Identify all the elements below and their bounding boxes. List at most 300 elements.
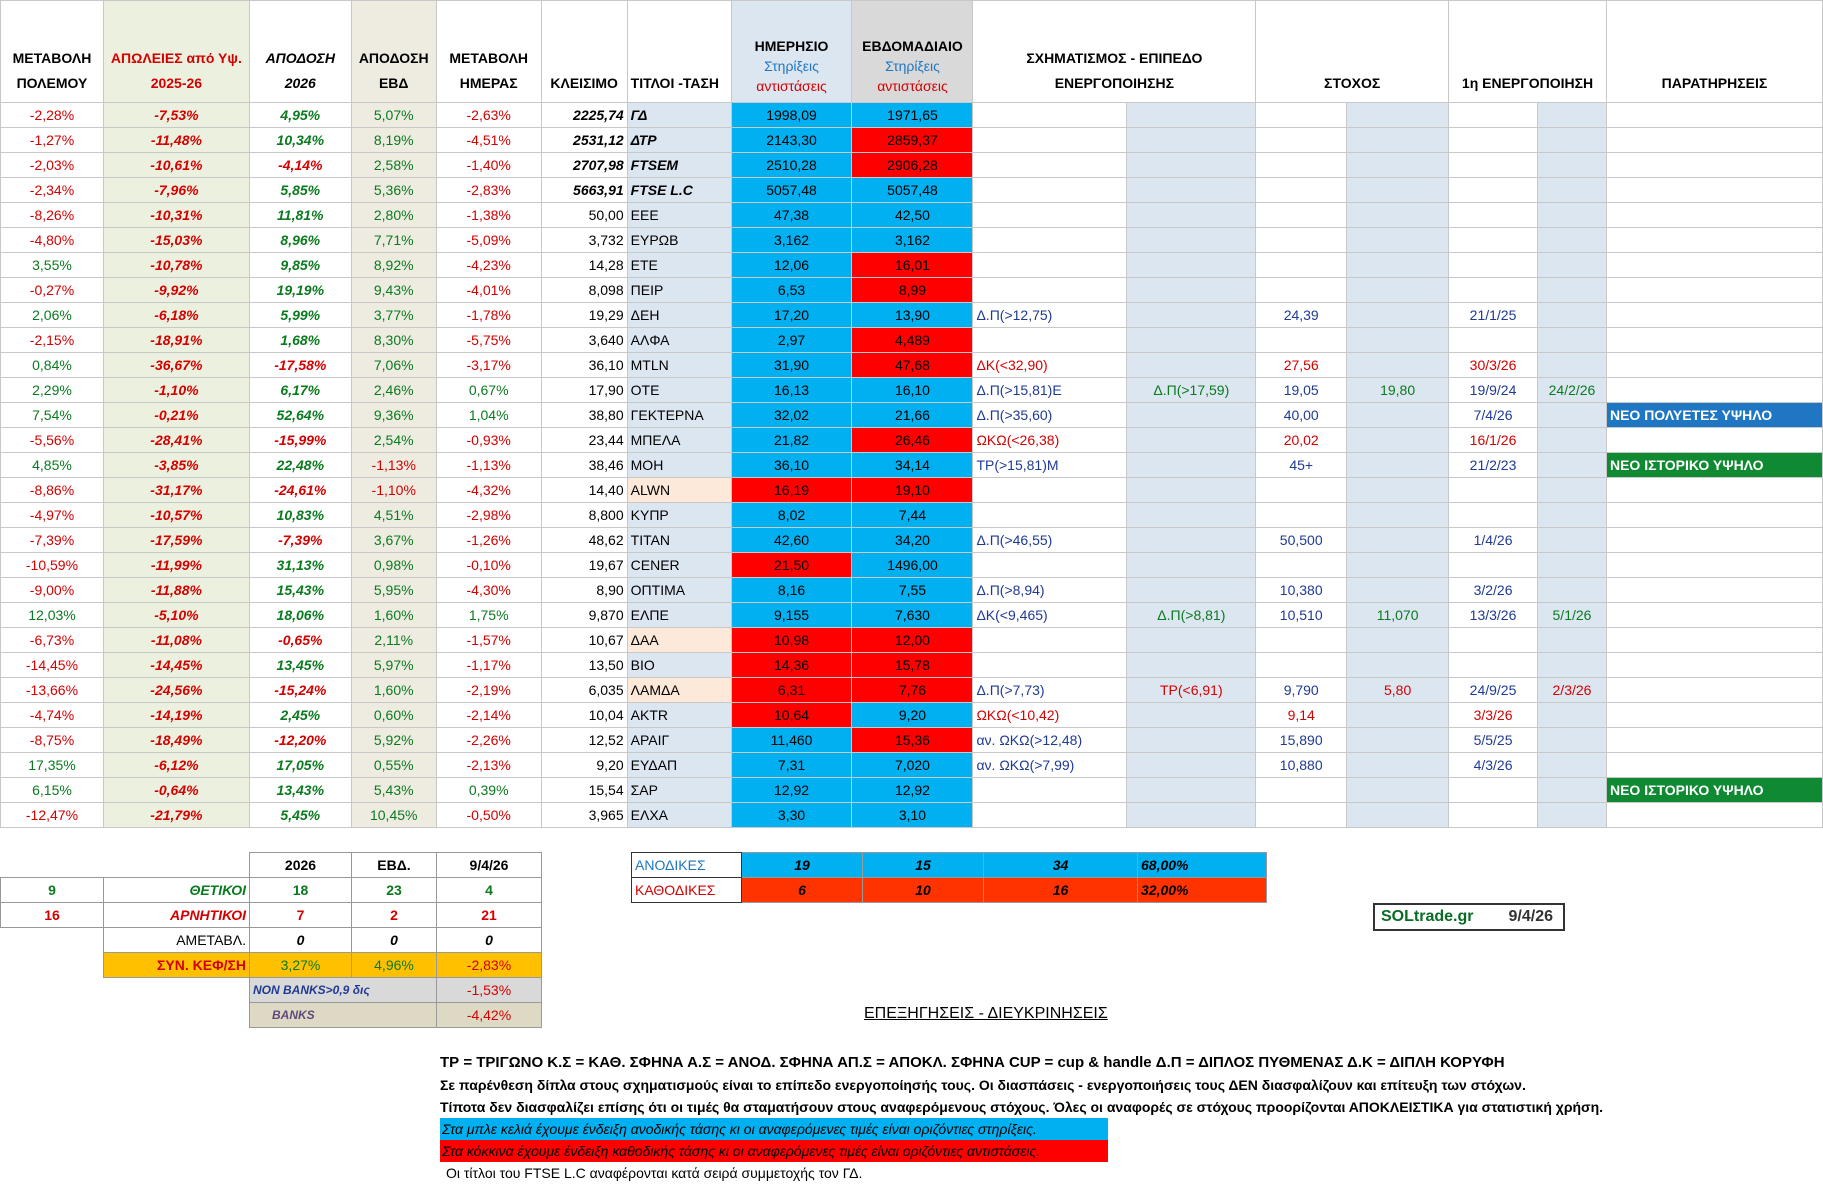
cell-loss: -11,88% [103, 578, 249, 603]
cell-t1: 19,05 [1256, 378, 1347, 403]
cell-close: 48,62 [541, 528, 627, 553]
cell-a1: 24/9/25 [1449, 678, 1538, 703]
trend-up-weekly: 15 [863, 853, 984, 878]
expl-line-blue: Στα μπλε κελιά έχουμε ένδειξη ανοδικής τάσης κι οι αναφερόμενες τιμές είναι οριζόντιες στηρίξεις. [440, 1118, 1108, 1140]
cell-war: 7,54% [1, 403, 104, 428]
cell-a1 [1449, 503, 1538, 528]
cell-wk: 0,55% [351, 753, 436, 778]
table-row [1, 328, 1823, 353]
cell-t2 [1347, 428, 1449, 453]
cell-p1: Δ.Π(>12,75) [973, 303, 1127, 328]
cell-a1: 5/5/25 [1449, 728, 1538, 753]
cell-name: FTSE L.C [627, 178, 731, 203]
cell-w: 7,630 [852, 603, 973, 628]
cell-t2: 11,070 [1347, 603, 1449, 628]
cell-t2 [1347, 403, 1449, 428]
cell-t1 [1256, 153, 1347, 178]
table-row [1, 503, 1823, 528]
cell-name: ΕΛΧΑ [627, 803, 731, 828]
cell-d: 6,31 [731, 678, 852, 703]
cell-y2026: 18,06% [249, 603, 351, 628]
cell-loss: -24,56% [103, 678, 249, 703]
cell-t1 [1256, 253, 1347, 278]
cell-a1 [1449, 553, 1538, 578]
cell-close: 3,640 [541, 328, 627, 353]
cell-name: ΕΛΠΕ [627, 603, 731, 628]
cell-note [1606, 153, 1822, 178]
expl-line-6: Οι τίτλοι του FTSE L.C αναφέρονται κατά σειρά συμμετοχής τον ΓΔ. [446, 1165, 863, 1181]
cell-close: 8,800 [541, 503, 627, 528]
cell-war: -2,34% [1, 178, 104, 203]
positive-day: 4 [437, 878, 542, 903]
cell-p1 [973, 203, 1127, 228]
cell-a1: 1/4/26 [1449, 528, 1538, 553]
cell-war: -1,27% [1, 128, 104, 153]
cell-loss: -10,57% [103, 503, 249, 528]
cell-close: 9,870 [541, 603, 627, 628]
cell-t2 [1347, 753, 1449, 778]
cell-note [1606, 378, 1822, 403]
cell-p1: Δ.Π(>15,81)Ε [973, 378, 1127, 403]
table-row [1, 678, 1823, 703]
cell-p2: Δ.Π(>17,59) [1127, 378, 1256, 403]
table-row [1, 803, 1823, 828]
cell-name: ΜΟΗ [627, 453, 731, 478]
cell-wk: 0,98% [351, 553, 436, 578]
cell-t1: 24,39 [1256, 303, 1347, 328]
cell-war: -4,80% [1, 228, 104, 253]
cell-y2026: 13,45% [249, 653, 351, 678]
cell-d: 14,36 [731, 653, 852, 678]
cell-note [1606, 328, 1822, 353]
cell-loss: -0,64% [103, 778, 249, 803]
cell-d: 5057,48 [731, 178, 852, 203]
table-row [1, 303, 1823, 328]
cell-wk: 3,77% [351, 303, 436, 328]
negative-2026: 7 [250, 903, 352, 928]
cell-t2 [1347, 578, 1449, 603]
cell-t2 [1347, 178, 1449, 203]
cell-a1: 7/4/26 [1449, 403, 1538, 428]
nonbanks-value: -1,53% [437, 978, 542, 1003]
cell-a2 [1538, 328, 1607, 353]
cell-y2026: 15,43% [249, 578, 351, 603]
negative-day: 21 [437, 903, 542, 928]
cell-p2 [1127, 778, 1256, 803]
cell-day: -0,10% [436, 553, 541, 578]
cell-note [1606, 728, 1822, 753]
cell-note: ΝΕΟ ΙΣΤΟΡΙΚΟ ΥΨΗΛΟ [1606, 453, 1822, 478]
cell-day: 1,04% [436, 403, 541, 428]
cell-p1 [973, 653, 1127, 678]
cell-war: -13,66% [1, 678, 104, 703]
cell-t1: 45+ [1256, 453, 1347, 478]
cell-p2 [1127, 553, 1256, 578]
cell-close: 15,54 [541, 778, 627, 803]
cell-d: 6,53 [731, 278, 852, 303]
cell-wk: 5,95% [351, 578, 436, 603]
header-return-2026: ΑΠΟΔΟΣΗ 2026 [249, 1, 351, 103]
cell-w: 7,020 [852, 753, 973, 778]
cell-y2026: 10,34% [249, 128, 351, 153]
cell-p1: ΤΡ(>15,81)Μ [973, 453, 1127, 478]
trend-up-pct: 68,00% [1138, 853, 1267, 878]
cell-loss: -11,48% [103, 128, 249, 153]
cell-wk: 0,60% [351, 703, 436, 728]
cell-loss: -36,67% [103, 353, 249, 378]
cell-a1 [1449, 628, 1538, 653]
cell-a2 [1538, 478, 1607, 503]
cell-war: 6,15% [1, 778, 104, 803]
cell-p1: ΔΚ(<9,465) [973, 603, 1127, 628]
cell-d: 36,10 [731, 453, 852, 478]
weekly-title: ΕΒΔΟΜΑΔΙΑΙΟ [862, 38, 963, 54]
cell-a2 [1538, 778, 1607, 803]
header-titles: ΤΙΤΛΟΙ -ΤΑΣΗ [627, 1, 731, 103]
cell-close: 6,035 [541, 678, 627, 703]
trend-down-label: ΚΑΘΟΔΙΚΕΣ [632, 878, 742, 903]
cap-week: 4,96% [352, 953, 437, 978]
header-day-change: ΜΕΤΑΒΟΛΗ ΗΜΕΡΑΣ [436, 1, 541, 103]
banks-label: BANKS [250, 1003, 437, 1028]
cell-y2026: 5,99% [249, 303, 351, 328]
table-row [1, 628, 1823, 653]
cell-day: -0,93% [436, 428, 541, 453]
cell-note [1606, 478, 1822, 503]
brand-box [1373, 903, 1565, 931]
cell-p2 [1127, 503, 1256, 528]
trend-up-label: ΑΝΟΔΙΚΕΣ [632, 853, 742, 878]
cell-y2026: -7,39% [249, 528, 351, 553]
cell-day: 1,75% [436, 603, 541, 628]
cell-note [1606, 353, 1822, 378]
cell-war: -5,56% [1, 428, 104, 453]
cell-y2026: 19,19% [249, 278, 351, 303]
cell-p2 [1127, 753, 1256, 778]
cell-day: -2,63% [436, 103, 541, 128]
table-row [1, 753, 1823, 778]
cell-d: 47,38 [731, 203, 852, 228]
cell-name: ΠΕΙΡ [627, 278, 731, 303]
cell-loss: -9,92% [103, 278, 249, 303]
cell-a1 [1449, 203, 1538, 228]
cell-d: 8,02 [731, 503, 852, 528]
cell-close: 38,46 [541, 453, 627, 478]
cell-a1 [1449, 128, 1538, 153]
cell-wk: 2,54% [351, 428, 436, 453]
cell-wk: 5,92% [351, 728, 436, 753]
cell-a1 [1449, 653, 1538, 678]
cell-p1: Δ.Π(>35,60) [973, 403, 1127, 428]
weekly-resistances: αντιστάσεις [877, 78, 948, 94]
cell-close: 23,44 [541, 428, 627, 453]
daily-supports: Στηρίξεις [764, 58, 819, 74]
cell-name: ΔΕΗ [627, 303, 731, 328]
cell-loss: -10,31% [103, 203, 249, 228]
cell-loss: -6,18% [103, 303, 249, 328]
cell-day: -1,13% [436, 453, 541, 478]
cell-loss: -14,19% [103, 703, 249, 728]
cell-d: 42,60 [731, 528, 852, 553]
flat-label: ΑΜΕΤΑΒΛ. [104, 928, 250, 953]
cell-note [1606, 253, 1822, 278]
cell-p1 [973, 278, 1127, 303]
trend-down-pct: 32,00% [1138, 878, 1267, 903]
cell-y2026: 1,68% [249, 328, 351, 353]
header-daily [731, 1, 852, 103]
cell-w: 34,20 [852, 528, 973, 553]
cell-day: -1,17% [436, 653, 541, 678]
cell-close: 19,67 [541, 553, 627, 578]
cell-t1: 27,56 [1256, 353, 1347, 378]
cell-note [1606, 278, 1822, 303]
table-row [1, 153, 1823, 178]
cell-note [1606, 303, 1822, 328]
cell-y2026: 4,95% [249, 103, 351, 128]
cell-t2 [1347, 228, 1449, 253]
table-row [1, 553, 1823, 578]
cell-war: -8,75% [1, 728, 104, 753]
cell-w: 15,78 [852, 653, 973, 678]
cell-a2 [1538, 178, 1607, 203]
cell-p1 [973, 778, 1127, 803]
expl-line-2: Σε παρένθεση δίπλα στους σχηματισμούς είναι το επίπεδο ενεργοποίησής τους. Οι διασπάσεις - ενεργοποιήσεις τους ΔΕΝ διασφαλίζουν και επίτευξη των στόχων. [440, 1077, 1526, 1093]
cell-day: 0,67% [436, 378, 541, 403]
cell-p2 [1127, 728, 1256, 753]
cell-p1 [973, 178, 1127, 203]
header-return-week: ΑΠΟΔΟΣΗ ΕΒΔ [351, 1, 436, 103]
cell-t1: 10,380 [1256, 578, 1347, 603]
cell-p2 [1127, 578, 1256, 603]
cell-p2: Δ.Π(>8,81) [1127, 603, 1256, 628]
cell-name: ΤΙΤΑΝ [627, 528, 731, 553]
cell-close: 50,00 [541, 203, 627, 228]
cell-p1 [973, 628, 1127, 653]
table-row [1, 378, 1823, 403]
cell-p1 [973, 228, 1127, 253]
cell-name: ΕΤΕ [627, 253, 731, 278]
cell-a2 [1538, 253, 1607, 278]
cell-wk: 7,71% [351, 228, 436, 253]
cell-a1: 30/3/26 [1449, 353, 1538, 378]
table-row [1, 278, 1823, 303]
cell-loss: -10,61% [103, 153, 249, 178]
cell-y2026: 2,45% [249, 703, 351, 728]
cell-t2 [1347, 653, 1449, 678]
cell-close: 12,52 [541, 728, 627, 753]
cell-w: 7,55 [852, 578, 973, 603]
cell-t2 [1347, 553, 1449, 578]
cell-a2 [1538, 753, 1607, 778]
cell-d: 3,162 [731, 228, 852, 253]
cell-name: AKTR [627, 703, 731, 728]
cell-t2: 5,80 [1347, 678, 1449, 703]
cell-war: -4,74% [1, 703, 104, 728]
cell-note [1606, 803, 1822, 828]
cell-w: 3,10 [852, 803, 973, 828]
cell-w: 13,90 [852, 303, 973, 328]
cell-p2 [1127, 103, 1256, 128]
cell-p2 [1127, 328, 1256, 353]
cell-t1 [1256, 653, 1347, 678]
header-losses: ΑΠΩΛΕΙΕΣ από Υψ. 2025-26 [103, 1, 249, 103]
cell-t1 [1256, 553, 1347, 578]
flat-day: 0 [437, 928, 542, 953]
stats-table [0, 852, 542, 1028]
cell-t1 [1256, 628, 1347, 653]
cell-w: 7,76 [852, 678, 973, 703]
cell-close: 2531,12 [541, 128, 627, 153]
cell-close: 9,20 [541, 753, 627, 778]
cell-p2 [1127, 403, 1256, 428]
cell-close: 17,90 [541, 378, 627, 403]
cell-name: ALWN [627, 478, 731, 503]
header-activation: 1η ΕΝΕΡΓΟΠΟΙΗΣΗ [1449, 1, 1607, 103]
cell-day: -4,30% [436, 578, 541, 603]
cell-a1 [1449, 478, 1538, 503]
cell-wk: 5,07% [351, 103, 436, 128]
stats-header-date: 9/4/26 [437, 853, 542, 878]
cell-d: 2510,28 [731, 153, 852, 178]
cell-name: ΑΛΦΑ [627, 328, 731, 353]
cell-close: 14,28 [541, 253, 627, 278]
cell-a2 [1538, 528, 1607, 553]
cell-p1 [973, 553, 1127, 578]
cell-p1: αν. ΩΚΩ(>7,99) [973, 753, 1127, 778]
cell-d: 21,82 [731, 428, 852, 453]
cell-p2: ΤΡ(<6,91) [1127, 678, 1256, 703]
cell-p1: Δ.Π(>46,55) [973, 528, 1127, 553]
cell-wk: 2,11% [351, 628, 436, 653]
cell-p1: ΔΚ(<32,90) [973, 353, 1127, 378]
cell-war: -6,73% [1, 628, 104, 653]
cell-a2 [1538, 403, 1607, 428]
cell-w: 7,44 [852, 503, 973, 528]
cell-day: -3,17% [436, 353, 541, 378]
cell-war: 3,55% [1, 253, 104, 278]
cell-p1 [973, 503, 1127, 528]
cell-w: 8,99 [852, 278, 973, 303]
cell-name: ΟΤΕ [627, 378, 731, 403]
expl-line-1: ΤΡ = ΤΡΙΓΩΝΟ Κ.Σ = ΚΑΘ. ΣΦΗΝΑ Α.Σ = ΑΝΟΔ. ΣΦΗΝΑ ΑΠ.Σ = ΑΠΟΚΛ. ΣΦΗΝΑ CUP = cup & handle Δ.Π = ΔΙΠΛΟΣ ΠΥΘΜΕΝΑΣ Δ.Κ = ΔΙΠΛΗ ΚΟΡΥΦΗ [440, 1054, 1505, 1071]
cell-loss: -3,85% [103, 453, 249, 478]
cell-t1 [1256, 128, 1347, 153]
cell-a2 [1538, 228, 1607, 253]
cell-note: ΝΕΟ ΙΣΤΟΡΙΚΟ ΥΨΗΛΟ [1606, 778, 1822, 803]
cell-note [1606, 703, 1822, 728]
cell-a2 [1538, 803, 1607, 828]
cell-a1: 21/2/23 [1449, 453, 1538, 478]
cell-t2 [1347, 503, 1449, 528]
cell-note [1606, 103, 1822, 128]
cell-d: 2,97 [731, 328, 852, 353]
cap-label: ΣΥΝ. ΚΕΦ/ΣΗ [104, 953, 250, 978]
cell-p2 [1127, 228, 1256, 253]
cell-a2 [1538, 278, 1607, 303]
cell-war: 12,03% [1, 603, 104, 628]
cell-loss: -10,78% [103, 253, 249, 278]
cell-a2 [1538, 553, 1607, 578]
cell-t2 [1347, 328, 1449, 353]
cell-w: 47,68 [852, 353, 973, 378]
cell-y2026: 5,45% [249, 803, 351, 828]
table-row [1, 578, 1823, 603]
cell-d: 7,31 [731, 753, 852, 778]
cell-war: -14,45% [1, 653, 104, 678]
cell-name: CENER [627, 553, 731, 578]
cell-t1 [1256, 778, 1347, 803]
cell-y2026: 10,83% [249, 503, 351, 528]
cell-p2 [1127, 203, 1256, 228]
cell-day: -2,98% [436, 503, 541, 528]
cell-d: 10,98 [731, 628, 852, 653]
cell-a1 [1449, 253, 1538, 278]
cell-t1 [1256, 803, 1347, 828]
cell-y2026: -4,14% [249, 153, 351, 178]
nonbanks-label: NON BANKS>0,9 δις [250, 978, 437, 1003]
cell-a1: 16/1/26 [1449, 428, 1538, 453]
cell-p2 [1127, 353, 1256, 378]
cell-p2 [1127, 303, 1256, 328]
cell-y2026: -24,61% [249, 478, 351, 503]
cell-note [1606, 553, 1822, 578]
expl-line-red: Στα κόκκινα έχουμε ένδειξη καθοδικής τάσης κι οι αναφερόμενες τιμές είναι οριζόντιες αντιστάσεις. [440, 1140, 1108, 1162]
cell-loss: -0,21% [103, 403, 249, 428]
cell-y2026: -17,58% [249, 353, 351, 378]
cell-d: 11,460 [731, 728, 852, 753]
cell-note [1606, 628, 1822, 653]
cell-w: 16,01 [852, 253, 973, 278]
cell-wk: 5,36% [351, 178, 436, 203]
cell-d: 10,64 [731, 703, 852, 728]
cell-war: -2,03% [1, 153, 104, 178]
cell-t2 [1347, 628, 1449, 653]
cell-war: 4,85% [1, 453, 104, 478]
cell-wk: 8,19% [351, 128, 436, 153]
cell-t1 [1256, 178, 1347, 203]
cell-t1 [1256, 478, 1347, 503]
cell-p1: Δ.Π(>7,73) [973, 678, 1127, 703]
table-row [1, 728, 1823, 753]
cell-y2026: 31,13% [249, 553, 351, 578]
positive-count: 9 [1, 878, 104, 903]
cell-t1 [1256, 203, 1347, 228]
cell-day: -2,83% [436, 178, 541, 203]
cell-a2 [1538, 653, 1607, 678]
cell-p1: ΩΚΩ(<26,38) [973, 428, 1127, 453]
cell-t2 [1347, 353, 1449, 378]
cell-close: 14,40 [541, 478, 627, 503]
cell-d: 8,16 [731, 578, 852, 603]
header-war-change: ΜΕΤΑΒΟΛΗ ΠΟΛΕΜΟΥ [1, 1, 104, 103]
cell-name: ΟΠΤΙΜΑ [627, 578, 731, 603]
cell-p1: αν. ΩΚΩ(>12,48) [973, 728, 1127, 753]
header-row [1, 1, 1823, 103]
cell-w: 19,10 [852, 478, 973, 503]
cell-war: -4,97% [1, 503, 104, 528]
cell-p2 [1127, 428, 1256, 453]
cell-loss: -7,96% [103, 178, 249, 203]
cap-day: -2,83% [437, 953, 542, 978]
weekly-supports: Στηρίξεις [885, 58, 940, 74]
cell-name: ΕΥΡΩΒ [627, 228, 731, 253]
cell-name: FTSEM [627, 153, 731, 178]
cell-y2026: 9,85% [249, 253, 351, 278]
cell-p1: ΩΚΩ(<10,42) [973, 703, 1127, 728]
cell-a2 [1538, 578, 1607, 603]
cell-d: 32,02 [731, 403, 852, 428]
cell-y2026: 5,85% [249, 178, 351, 203]
